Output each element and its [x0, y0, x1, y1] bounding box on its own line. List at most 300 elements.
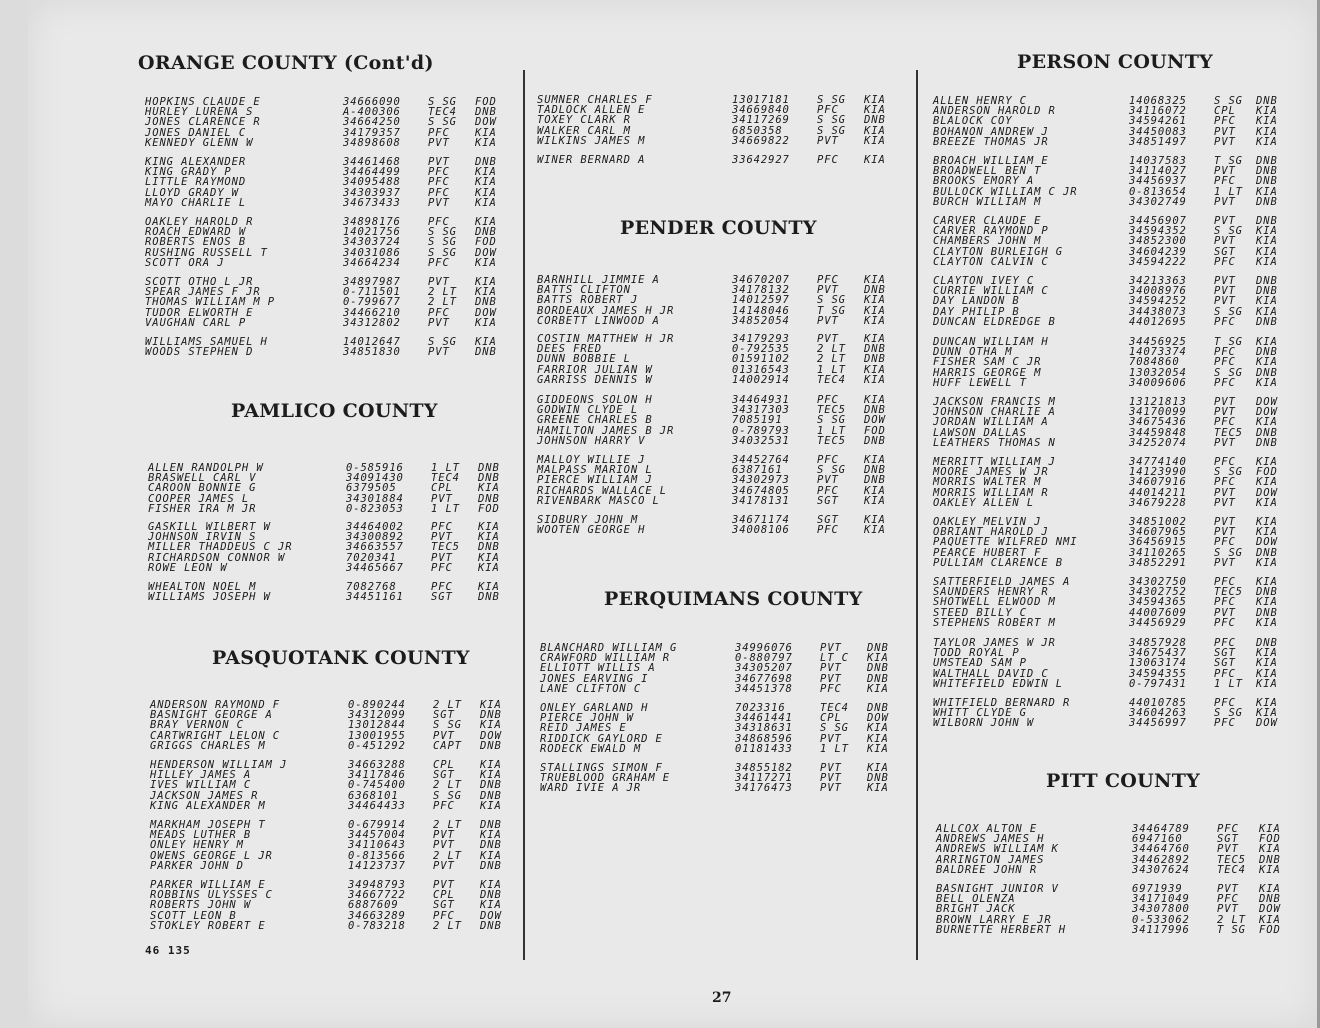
rank: PFC [817, 154, 839, 166]
rank: PVT [428, 196, 450, 209]
rank: 1 LT [817, 424, 846, 437]
status-code: DNB [864, 343, 886, 356]
casualty-name: SPEAR JAMES F JR [145, 286, 261, 299]
rank: S SG [433, 719, 462, 732]
county-heading-person: PERSON COUNTY [1017, 51, 1214, 73]
status-code: KIA [1256, 677, 1278, 690]
casualty-name: DUNN BOBBIE L [537, 353, 631, 366]
status-code: FOD [475, 96, 497, 108]
rank: PVT [1214, 125, 1236, 138]
rank: PFC [1214, 697, 1236, 709]
casualty-name: MORRIS WILLIAM R [933, 486, 1049, 499]
casualty-name: RIDDICK GAYLORD E [540, 732, 663, 745]
status-code: KIA [1256, 115, 1278, 128]
status-code: KIA [480, 899, 502, 912]
serial-number: 0-679914 [348, 819, 406, 831]
rank: PFC [1217, 893, 1239, 906]
status-code: DNB [475, 296, 497, 309]
status-code: DOW [1256, 717, 1278, 730]
casualty-name: HARRIS GEORGE M [933, 366, 1042, 379]
serial-number: 34464499 [343, 166, 401, 179]
casualty-name: BURNETTE HERBERT H [936, 923, 1066, 936]
status-code: DNB [475, 226, 497, 239]
casualty-name: BELL OLENZA [936, 893, 1016, 906]
casualty-name: ALLCOX ALTON E [936, 823, 1038, 835]
rank: PFC [1214, 667, 1236, 680]
casualty-name: ROBBINS ULYSSES C [150, 889, 273, 902]
serial-number: 34179293 [732, 333, 790, 345]
serial-number: 34669822 [732, 134, 790, 147]
serial-number: 34679228 [1129, 496, 1187, 509]
serial-number: 34179357 [343, 126, 401, 139]
rank: S SG [1214, 366, 1243, 379]
status-code: KIA [475, 316, 497, 329]
status-code: KIA [478, 551, 500, 564]
rank: PVT [431, 531, 453, 544]
rank: PVT [433, 729, 455, 742]
serial-number: 34464433 [348, 799, 406, 812]
rank: PVT [1214, 195, 1236, 208]
casualty-name: MORRIS WALTER M [933, 476, 1042, 489]
rank: 2 LT [817, 353, 846, 366]
serial-number: 34851497 [1129, 135, 1187, 148]
casualty-name: REID JAMES E [540, 722, 627, 735]
casualty-name: ROBERTS JOHN W [150, 899, 252, 912]
status-code: DNB [1256, 346, 1278, 359]
status-code: KIA [1256, 476, 1278, 489]
serial-number: 14037583 [1129, 155, 1187, 167]
serial-number: 14068325 [1129, 95, 1187, 107]
status-code: KIA [867, 782, 889, 795]
serial-number: 34674805 [732, 484, 790, 497]
casualty-name: SAUNDERS HENRY R [933, 586, 1049, 599]
casualty-name: WHITT CLYDE G [933, 707, 1027, 720]
serial-number: 34091430 [346, 472, 404, 485]
casualty-name: ANDERSON HAROLD R [933, 105, 1056, 118]
status-code: KIA [864, 494, 886, 507]
rank: TEC4 [428, 106, 457, 119]
rank: 2 LT [1217, 913, 1246, 926]
rank: SGT [433, 709, 455, 722]
column-right [905, 0, 1297, 1028]
casualty-name: CARVER CLAUDE E [933, 215, 1042, 227]
serial-number: 7084860 [1129, 356, 1180, 369]
serial-number: 14123990 [1129, 466, 1187, 479]
serial-number: 34451378 [735, 682, 793, 695]
status-code: KIA [1256, 376, 1278, 389]
casualty-name: DUNCAN WILLIAM H [933, 336, 1049, 348]
status-code: KIA [1259, 913, 1281, 926]
serial-number: 0-813566 [348, 849, 406, 862]
casualty-name: MILLER THADDEUS C JR [148, 541, 293, 554]
casualty-name: RODECK EWALD M [540, 742, 642, 755]
rank: PFC [1214, 717, 1236, 730]
rank: PVT [1217, 843, 1239, 856]
column-left [110, 0, 510, 1028]
casualty-name: BROWN LARRY E JR [936, 913, 1052, 926]
casualty-name: WALTHALL DAVID C [933, 667, 1049, 680]
casualty-name: CHAMBERS JOHN M [933, 235, 1042, 248]
rank: CPL [1214, 105, 1236, 118]
status-code: KIA [1256, 657, 1278, 670]
casualty-name: JOHNSON IRVIN S [148, 531, 257, 544]
rank: S SG [817, 124, 846, 137]
serial-number: 7082768 [346, 581, 397, 593]
casualty-name: GARRISS DENNIS W [537, 373, 653, 386]
status-code: KIA [1256, 185, 1278, 198]
rank: PVT [1214, 486, 1236, 499]
status-code: KIA [1259, 823, 1281, 835]
rank: PVT [820, 672, 842, 685]
status-code: KIA [1256, 647, 1278, 660]
status-code: DNB [480, 839, 502, 852]
casualty-name: KING ALEXANDER M [150, 799, 266, 812]
status-code: KIA [1256, 235, 1278, 248]
status-code: DNB [478, 462, 500, 474]
casualty-name: COSTIN MATTHEW H JR [537, 333, 675, 345]
status-code: KIA [475, 136, 497, 149]
status-code: DNB [480, 779, 502, 792]
rank: S SG [428, 226, 457, 239]
rank: SGT [1214, 657, 1236, 670]
casualty-name: BLALOCK COY [933, 115, 1013, 128]
status-code: DOW [1259, 903, 1281, 916]
casualty-name: BORDEAUX JAMES H JR [537, 304, 675, 317]
casualty-name: BURCH WILLIAM M [933, 195, 1042, 208]
rank: PVT [428, 136, 450, 149]
rank: PVT [1214, 215, 1236, 227]
status-code: DNB [1256, 366, 1278, 379]
serial-number: 34312802 [343, 316, 401, 329]
status-code: KIA [1256, 697, 1278, 709]
casualty-name: GIDDEONS SOLON H [537, 394, 653, 406]
casualty-name: BARNHILL JIMMIE A [537, 274, 660, 286]
serial-number: 0-880797 [735, 652, 793, 665]
column-middle [510, 0, 905, 1028]
status-code: KIA [478, 561, 500, 574]
rank: PVT [1214, 285, 1236, 298]
status-code: KIA [478, 581, 500, 593]
serial-number: 0-585916 [346, 462, 404, 474]
serial-number: 34671174 [732, 514, 790, 526]
casualty-name: ALLEN HENRY C [933, 95, 1027, 107]
casualty-name: PULLIAM CLARENCE B [933, 556, 1063, 569]
casualty-name: BATTS CLIFTON [537, 284, 631, 297]
status-code: KIA [1256, 416, 1278, 429]
rank: PVT [431, 492, 453, 505]
casualty-name: IVES WILLIAM C [150, 779, 252, 792]
rank: S SG [817, 414, 846, 427]
status-code: KIA [475, 286, 497, 299]
serial-number: 34452764 [732, 454, 790, 466]
rank: PFC [1214, 356, 1236, 369]
rank: PVT [817, 284, 839, 297]
status-code: DNB [864, 284, 886, 297]
serial-number: 34116072 [1129, 105, 1187, 118]
status-code: DNB [480, 919, 502, 932]
rank: 1 LT [817, 363, 846, 376]
casualty-name: VAUGHAN CARL P [145, 316, 247, 329]
serial-number: 34459848 [1129, 426, 1187, 439]
casualty-name: DAY PHILIP B [933, 305, 1020, 318]
serial-number: 34032531 [732, 434, 790, 447]
serial-number: 34110643 [348, 839, 406, 852]
serial-number: 13121813 [1129, 396, 1187, 408]
casualty-name: GRIGGS CHARLES M [150, 739, 266, 752]
rank: S SG [433, 789, 462, 802]
rank: PVT [428, 156, 450, 168]
status-code: DNB [480, 889, 502, 902]
serial-number: 44014211 [1129, 486, 1187, 499]
serial-number: 14002914 [732, 373, 790, 386]
status-code: KIA [867, 762, 889, 774]
casualty-name: MEADS LUTHER B [150, 829, 252, 842]
casualty-name: TADLOCK ALLEN E [537, 104, 646, 117]
rank: 1 LT [431, 502, 460, 515]
rank: 1 LT [820, 742, 849, 755]
serial-number: 0-813654 [1129, 185, 1187, 198]
serial-number: 13063174 [1129, 657, 1187, 670]
casualty-name: OWENS GEORGE L JR [150, 849, 273, 862]
rank: PFC [1214, 416, 1236, 429]
status-code: KIA [864, 104, 886, 117]
status-code: KIA [1256, 526, 1278, 539]
status-code: KIA [1256, 336, 1278, 348]
casualty-name: KING ALEXANDER [145, 156, 247, 168]
serial-number: 34607916 [1129, 476, 1187, 489]
casualty-name: ANDREWS JAMES H [936, 833, 1045, 846]
casualty-name: MALPASS MARION L [537, 464, 653, 477]
casualty-name: BRASWELL CARL V [148, 472, 257, 485]
status-code: KIA [1256, 707, 1278, 720]
serial-number: 0-745400 [348, 779, 406, 792]
rank: PFC [431, 581, 453, 593]
casualty-name: MAYO CHARLIE L [145, 196, 247, 209]
casualty-name: BASNIGHT JUNIOR V [936, 883, 1059, 895]
rank: S SG [428, 96, 457, 108]
serial-number: 34851830 [343, 346, 401, 359]
rank: 1 LT [1214, 185, 1243, 198]
serial-number: 34213363 [1129, 275, 1187, 287]
rank: S SG [817, 94, 846, 106]
rank: PVT [820, 782, 842, 795]
rank: CPL [433, 759, 455, 771]
serial-number: 0-711501 [343, 286, 401, 299]
serial-number: 34868596 [735, 732, 793, 745]
status-code: KIA [1259, 843, 1281, 856]
status-code: DNB [478, 492, 500, 505]
serial-number: 34594365 [1129, 596, 1187, 609]
status-code: KIA [1256, 456, 1278, 468]
casualty-name: DEES FRED [537, 343, 602, 356]
serial-number: 7023316 [735, 702, 786, 714]
casualty-name: ANDREWS WILLIAM K [936, 843, 1059, 856]
rank: PFC [1214, 175, 1236, 188]
serial-number: 0-783218 [348, 919, 406, 932]
rank: S SG [820, 722, 849, 735]
rank: PVT [1214, 295, 1236, 308]
rank: SGT [433, 769, 455, 782]
serial-number: 14012597 [732, 294, 790, 307]
status-code: KIA [1256, 305, 1278, 318]
status-code: DNB [1256, 165, 1278, 178]
status-code: DNB [867, 662, 889, 675]
serial-number: 34996076 [735, 642, 793, 654]
rank: SGT [433, 899, 455, 912]
serial-number: 6850358 [732, 124, 783, 137]
serial-number: 14021756 [343, 226, 401, 239]
rank: CPL [433, 889, 455, 902]
serial-number: 34663557 [346, 541, 404, 554]
serial-number: 34677698 [735, 672, 793, 685]
status-code: KIA [867, 652, 889, 665]
status-code: KIA [864, 363, 886, 376]
casualty-name: CRAWFORD WILLIAM R [540, 652, 670, 665]
serial-number: 34666090 [343, 96, 401, 108]
serial-number: 34462892 [1132, 853, 1190, 866]
serial-number: 34898608 [343, 136, 401, 149]
rank: SGT [817, 494, 839, 507]
status-code: FOD [1256, 466, 1278, 479]
casualty-name: JONES CLARENCE R [145, 116, 261, 129]
serial-number: 44007609 [1129, 606, 1187, 619]
rank: S SG [428, 116, 457, 129]
serial-number: 33642927 [732, 154, 790, 166]
casualty-name: PARKER JOHN D [150, 859, 244, 872]
serial-number: 34465667 [346, 561, 404, 574]
rank: PFC [817, 524, 839, 537]
serial-number: 34117996 [1132, 923, 1190, 936]
status-code: KIA [864, 94, 886, 106]
casualty-name: HOPKINS CLAUDE E [145, 96, 261, 108]
status-code: DNB [475, 106, 497, 119]
rank: PFC [1217, 823, 1239, 835]
serial-number: 34305207 [735, 662, 793, 675]
casualty-name: RICHARDSON CONNOR W [148, 551, 286, 564]
casualty-name: LLOYD GRADY W [145, 186, 239, 199]
status-code: KIA [1256, 667, 1278, 680]
serial-number: 34318631 [735, 722, 793, 735]
rank: PFC [1214, 115, 1236, 128]
status-code: KIA [864, 154, 886, 166]
rank: T SG [1214, 155, 1243, 167]
serial-number: 34948793 [348, 879, 406, 891]
status-code: FOD [1259, 833, 1281, 846]
status-code: KIA [480, 699, 502, 711]
rank: PVT [820, 642, 842, 654]
status-code: KIA [478, 521, 500, 533]
casualty-name: STALLINGS SIMON F [540, 762, 663, 774]
serial-number: 34114027 [1129, 165, 1187, 178]
status-code: DNB [1256, 95, 1278, 107]
status-code: DNB [867, 772, 889, 785]
serial-number: 34438073 [1129, 305, 1187, 318]
rank: PFC [433, 799, 455, 812]
status-code: DNB [1256, 195, 1278, 208]
casualty-name: WOODS STEPHEN D [145, 346, 254, 359]
serial-number: 34673433 [343, 196, 401, 209]
serial-number: 34663288 [348, 759, 406, 771]
rank: TEC5 [1214, 426, 1243, 439]
serial-number: 34456929 [1129, 616, 1187, 629]
serial-number: 34669840 [732, 104, 790, 117]
serial-number: 34594261 [1129, 115, 1187, 128]
status-code: DOW [1256, 396, 1278, 408]
status-code: DNB [864, 474, 886, 487]
status-code: DOW [480, 909, 502, 922]
casualty-name: JACKSON FRANCIS M [933, 396, 1056, 408]
serial-number: 34456907 [1129, 215, 1187, 227]
status-code: DNB [480, 859, 502, 872]
casualty-name: FARRIOR JULIAN W [537, 363, 653, 376]
serial-number: 34301884 [346, 492, 404, 505]
casualty-name: WILBORN JOHN W [933, 717, 1035, 730]
rank: S SG [1214, 546, 1243, 559]
casualty-name: BRIGHT JACK [936, 903, 1016, 916]
status-code: DNB [480, 819, 502, 831]
rank: S SG [1214, 95, 1243, 107]
status-code: KIA [1256, 576, 1278, 588]
casualty-name: RICHARDS WALLACE L [537, 484, 667, 497]
status-code: KIA [864, 454, 886, 466]
serial-number: 34852300 [1129, 235, 1187, 248]
rank: SGT [431, 591, 453, 604]
serial-number: 0-789793 [732, 424, 790, 437]
casualty-name: BREEZE THOMAS JR [933, 135, 1049, 148]
casualty-name: BALDREE JOHN R [936, 863, 1038, 876]
serial-number: 34675436 [1129, 416, 1187, 429]
casualty-name: SCOTT ORA J [145, 256, 225, 269]
status-code: KIA [1256, 245, 1278, 258]
status-code: KIA [1256, 556, 1278, 569]
casualty-name: STEED BILLY C [933, 606, 1027, 619]
status-code: DNB [1256, 426, 1278, 439]
rank: PVT [433, 859, 455, 872]
casualty-name: WHITEFIELD EDWIN L [933, 677, 1063, 690]
serial-number: 34774140 [1129, 456, 1187, 468]
serial-number: 13012844 [348, 719, 406, 732]
county-heading-pitt: PITT COUNTY [1046, 770, 1201, 792]
rank: PFC [428, 166, 450, 179]
county-heading-pender: PENDER COUNTY [620, 217, 817, 239]
casualty-name: CARVER RAYMOND P [933, 225, 1049, 238]
casualty-name: WALKER CARL M [537, 124, 631, 137]
status-code: DOW [480, 729, 502, 742]
serial-number: 34663289 [348, 909, 406, 922]
rank: PFC [817, 484, 839, 497]
serial-number: 34031086 [343, 246, 401, 259]
casualty-name: WHITFIELD BERNARD R [933, 697, 1071, 709]
casualty-name: PIERCE WILLIAM J [537, 474, 653, 487]
serial-number: 6379505 [346, 482, 397, 495]
rank: CPL [820, 712, 842, 725]
casualty-name: HENDERSON WILLIAM J [150, 759, 288, 771]
county-heading-perquimans: PERQUIMANS COUNTY [604, 588, 863, 610]
serial-number: 34095488 [343, 176, 401, 189]
serial-number: 34302749 [1129, 195, 1187, 208]
serial-number: 34170099 [1129, 406, 1187, 419]
serial-number: 34117269 [732, 114, 790, 127]
rank: PVT [433, 829, 455, 842]
serial-number: 01591102 [732, 353, 790, 366]
rank: PFC [1214, 255, 1236, 268]
rank: PVT [1214, 406, 1236, 419]
serial-number: 34451161 [346, 591, 404, 604]
serial-number: 14123737 [348, 859, 406, 872]
status-code: KIA [478, 482, 500, 495]
rank: CAPT [433, 739, 462, 752]
status-code: DNB [1256, 315, 1278, 328]
